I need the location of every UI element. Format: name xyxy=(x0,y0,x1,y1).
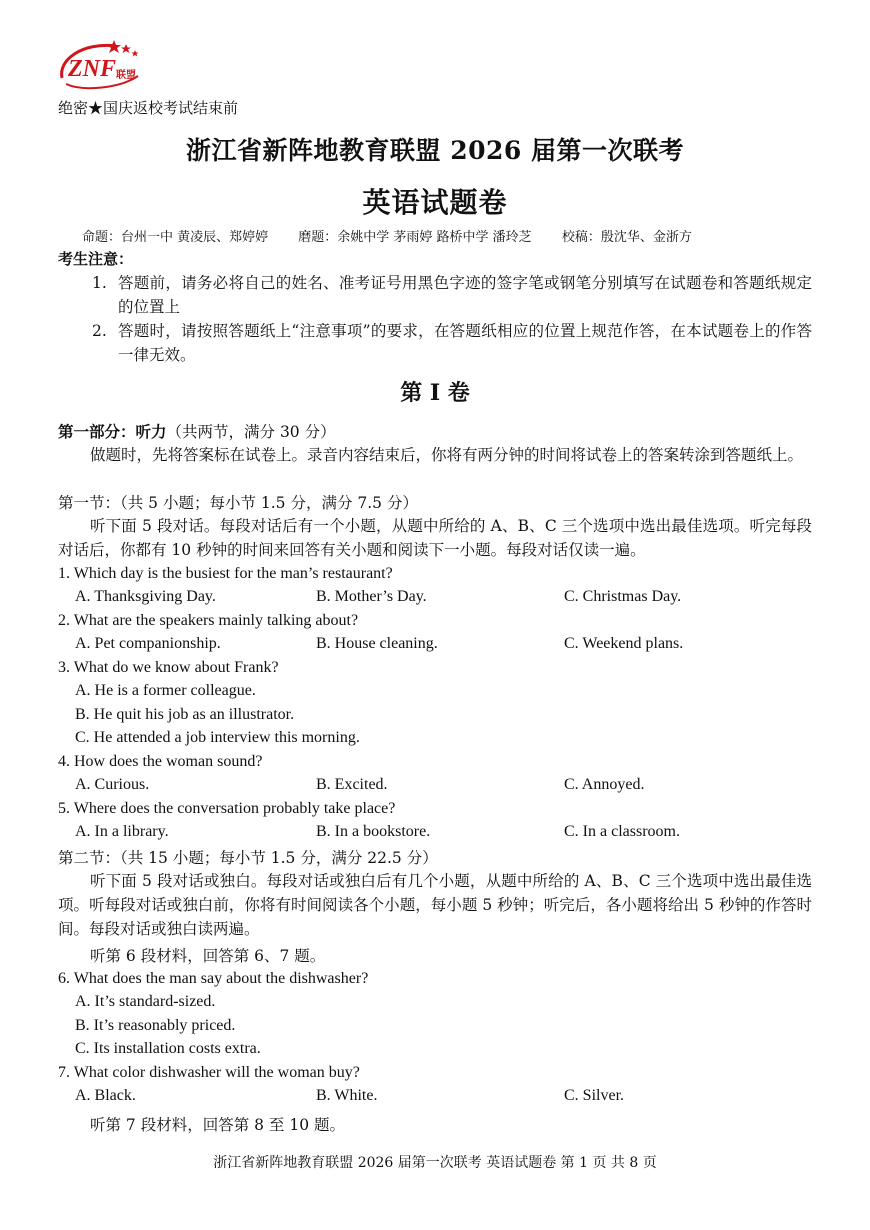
material-7-instruction: 听第 7 段材料，回答第 8 至 10 题。 xyxy=(90,1116,346,1134)
question-5: 5. Where does the conversation probably take place? xyxy=(58,800,396,817)
section1-heading: 第一节：（共 5 小题；每小节 1.5 分，满分 7.5 分） xyxy=(58,494,418,512)
q4-option-a: A. Curious. xyxy=(75,776,150,793)
author-proofreader: 校稿：殷沈华、金浙方 xyxy=(561,230,692,245)
notice-item-2 xyxy=(92,319,812,367)
alliance-logo xyxy=(54,38,146,96)
page-footer: 浙江省新阵地教育联盟 2026 届第一次联考 英语试题卷 第 1 页 共 8 页 xyxy=(213,1155,657,1171)
author-reviewer: 磨题：余姚中学 茅雨婷 路桥中学 潘玲芝 xyxy=(298,230,532,245)
q1-option-b: B. Mother’s Day. xyxy=(316,588,427,605)
q2-option-b: B. House cleaning. xyxy=(316,635,438,652)
notice-number: 2. xyxy=(92,322,107,340)
notice-text: 答题前，请务必将自己的姓名、准考证号用黑色字迹的签字笔或钢笔分别填写在试题卷和答题纸规定的位置上 xyxy=(118,274,812,316)
q3-option-a: A. He is a former colleague. xyxy=(75,682,256,699)
author-setter: 命题：台州一中 黄凌辰、郑婷婷 xyxy=(82,230,269,245)
svg-text:ZNF: ZNF xyxy=(68,56,116,82)
q3-option-c: C. He attended a job interview this morning. xyxy=(75,729,360,746)
confidential-label: 绝密★国庆返校考试结束前 xyxy=(58,99,239,117)
material-6-instruction: 听第 6 段材料，回答第 6、7 题。 xyxy=(90,947,326,965)
part1-intro: 做题时，先将答案标在试卷上。录音内容结束后，你将有两分钟的时间将试卷上的答案转涂到答题纸上。 xyxy=(90,446,804,464)
part1-heading xyxy=(58,420,336,442)
q1-option-c: C. Christmas Day. xyxy=(564,588,682,605)
notice-number: 1. xyxy=(92,274,107,292)
volume-title: 第 I 卷 xyxy=(400,380,470,406)
question-4: 4. How does the woman sound? xyxy=(58,753,263,770)
question-1: 1. Which day is the busiest for the man’s restaurant? xyxy=(58,565,393,582)
exam-subtitle: 英语试题卷 xyxy=(362,186,508,219)
section1-intro: 听下面 5 段对话。每段对话后有一个小题，从题中所给的 A、B、C 三个选项中选出最佳选项。听完每段对话后，你都有 10 秒钟的时间来回答有关小题和阅读下一小题。每段对话仅读一遍。 xyxy=(58,517,812,559)
q1-option-a: A. Thanksgiving Day. xyxy=(75,588,216,605)
q7-option-a: A. Black. xyxy=(75,1087,136,1104)
authors-line xyxy=(82,226,718,245)
question-3: 3. What do we know about Frank? xyxy=(58,659,279,676)
notice-text: 答题时，请按照答题纸上“注意事项”的要求，在答题纸相应的位置上规范作答，在本试题卷上的作答一律无效。 xyxy=(118,322,812,364)
q2-option-c: C. Weekend plans. xyxy=(564,635,684,652)
q7-option-b: B. White. xyxy=(316,1087,378,1104)
q5-option-a: A. In a library. xyxy=(75,823,169,840)
section2-heading: 第二节：（共 15 小题；每小节 1.5 分，满分 22.5 分） xyxy=(58,849,438,867)
svg-text:联盟: 联盟 xyxy=(116,70,136,81)
part1-heading-bold: 第一部分：听力 xyxy=(58,422,167,441)
q5-option-c: C. In a classroom. xyxy=(564,823,680,840)
q6-option-b: B. It’s reasonably priced. xyxy=(75,1017,236,1034)
exam-title: 浙江省新阵地教育联盟 2026 届第一次联考 xyxy=(186,136,684,165)
q2-option-a: A. Pet companionship. xyxy=(75,635,221,652)
question-2: 2. What are the speakers mainly talking about? xyxy=(58,612,359,629)
q6-option-c: C. Its installation costs extra. xyxy=(75,1040,261,1057)
part1-heading-rest: （共两节，满分 30 分） xyxy=(166,423,336,441)
notice-heading: 考生注意： xyxy=(58,250,134,268)
question-7: 7. What color dishwasher will the woman buy? xyxy=(58,1064,360,1081)
notice-item-1 xyxy=(92,271,812,319)
q4-option-c: C. Annoyed. xyxy=(564,776,645,793)
q6-option-a: A. It’s standard-sized. xyxy=(75,993,216,1010)
q7-option-c: C. Silver. xyxy=(564,1087,625,1104)
q4-option-b: B. Excited. xyxy=(316,776,388,793)
question-6: 6. What does the man say about the dishwasher? xyxy=(58,970,369,987)
q5-option-b: B. In a bookstore. xyxy=(316,823,431,840)
section2-intro: 听下面 5 段对话或独白。每段对话或独白后有几个小题，从题中所给的 A、B、C 三个选项中选出最佳选项。听每段对话或独白前，你将有时间阅读各个小题，每小题 5 秒钟；听完后，各小题将给出 5 秒钟的作答时间。每段对话或独白读两遍。 xyxy=(58,872,812,938)
q3-option-b: B. He quit his job as an illustrator. xyxy=(75,706,295,723)
